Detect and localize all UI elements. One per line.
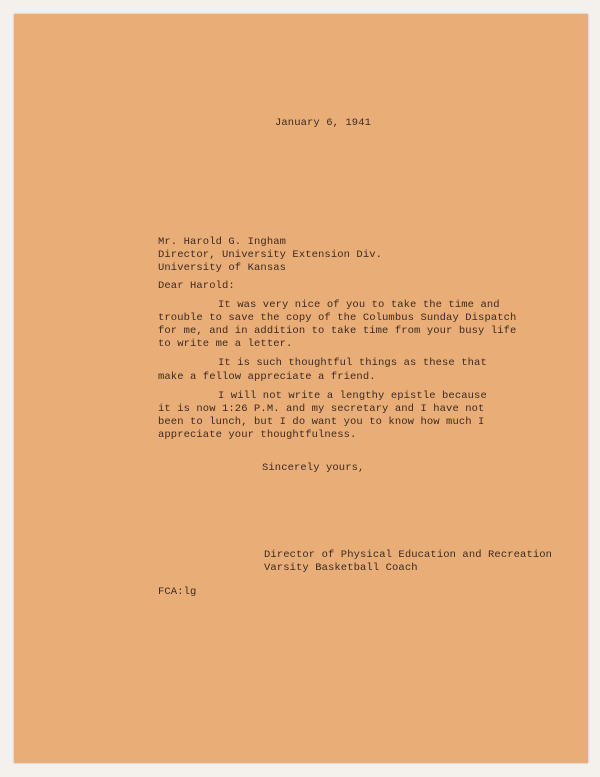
paragraph-2-line-2: make a fellow appreciate a friend.: [158, 371, 376, 383]
paragraph-3-line-2: it is now 1:26 P.M. and my secretary and I have not: [158, 403, 485, 415]
paragraph-1-line-4: to write me a letter.: [158, 338, 293, 350]
closing: Sincerely yours,: [262, 462, 365, 474]
recipient-name: Mr. Harold G. Ingham: [158, 236, 287, 248]
paragraph-3-line-3: been to lunch, but I do want you to know how much I: [158, 416, 485, 428]
paragraph-1-line-3: for me, and in addition to take time from your busy life: [158, 325, 517, 337]
recipient-title: Director, University Extension Div.: [158, 249, 383, 261]
letter-page: [14, 14, 588, 763]
paragraph-3-line-4: appreciate your thoughtfulness.: [158, 429, 357, 441]
salutation: Dear Harold:: [158, 280, 235, 292]
paragraph-2-line-1: It is such thoughtful things as these that: [218, 357, 487, 369]
paragraph-1-line-1: It was very nice of you to take the time and: [218, 299, 500, 311]
recipient-institution: University of Kansas: [158, 262, 287, 274]
paragraph-1-line-2: trouble to save the copy of the Columbus Sunday Dispatch: [158, 312, 517, 324]
signature-title-line-1: Director of Physical Education and Recreation: [264, 549, 553, 561]
letter-date: January 6, 1941: [275, 117, 372, 129]
reference-initials: FCA:lg: [158, 586, 197, 598]
paragraph-3-line-1: I will not write a lengthy epistle because: [218, 390, 487, 402]
signature-title-line-2: Varsity Basketball Coach: [264, 562, 418, 574]
